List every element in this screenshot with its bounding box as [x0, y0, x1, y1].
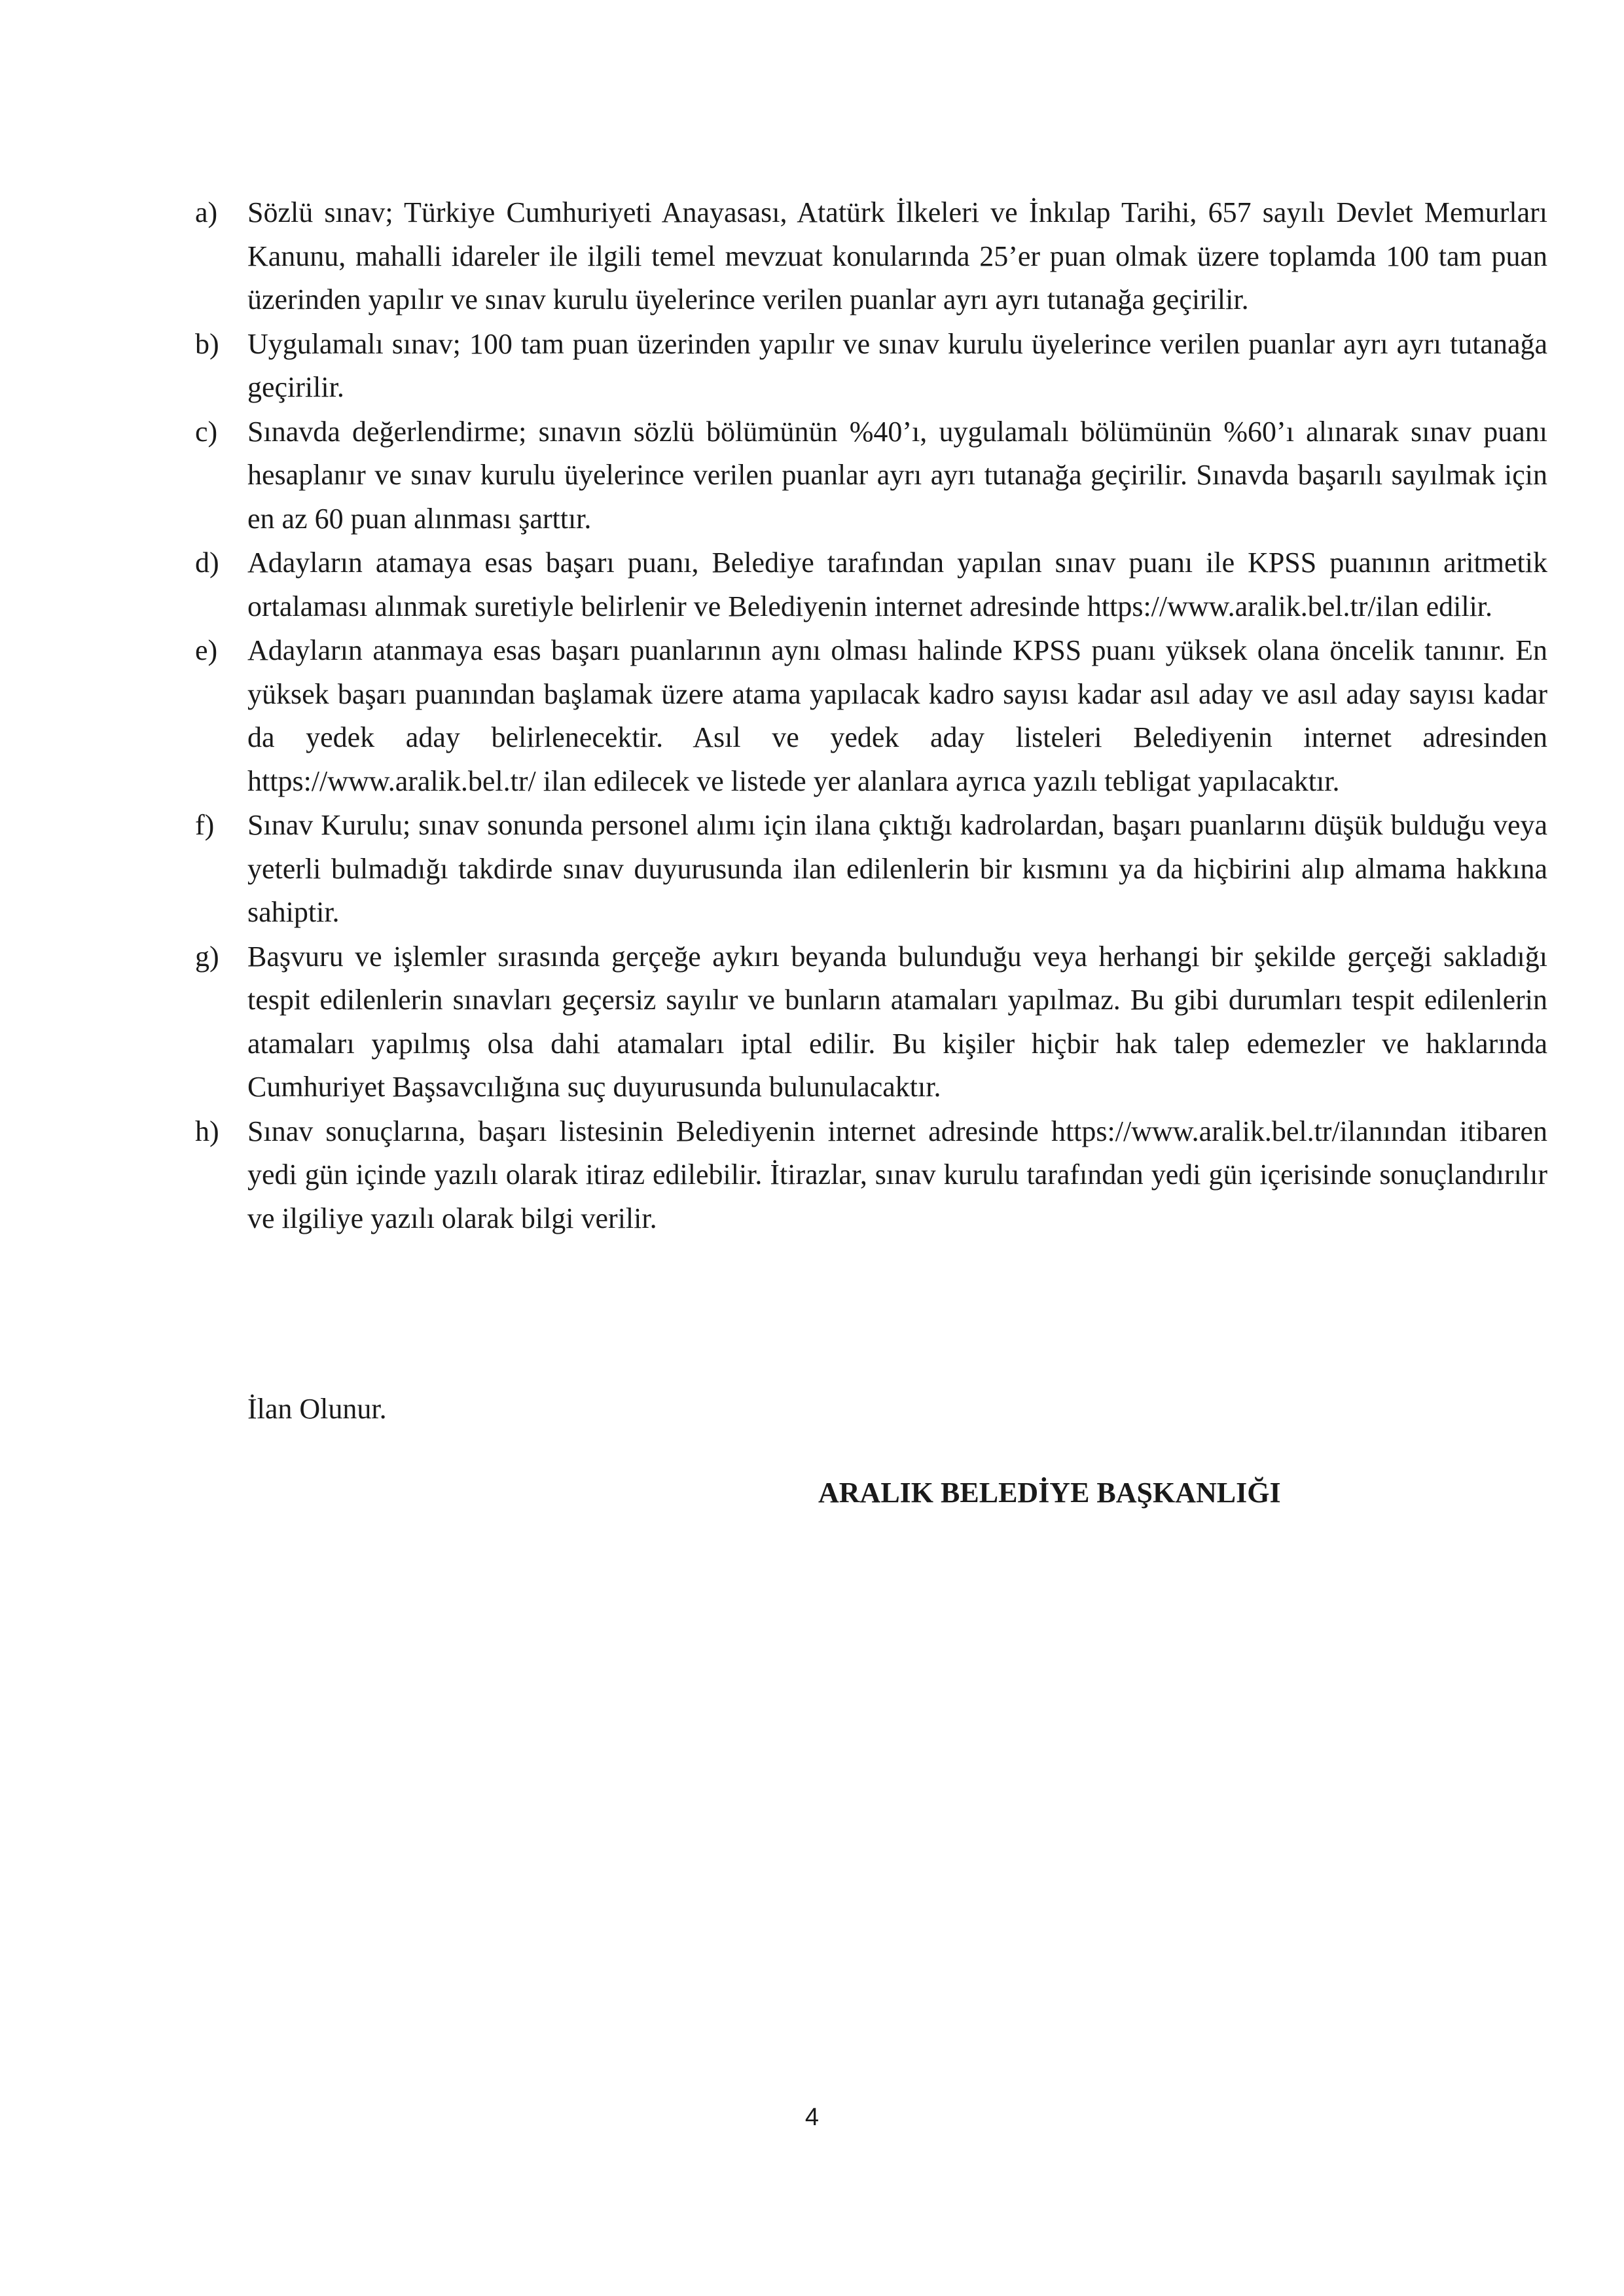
list-item-text: Başvuru ve işlemler sırasında gerçeğe aykırı beyanda bulunduğu veya herhangi bir şekilde gerçeği sakladığı tespit edilenlerin sınavları geçersiz sayılır ve bunların atamaları yapılmaz. Bu gibi durumları tespit edilenlerin atamaları yapılmış olsa dahi atamaları iptal edilir. Bu kişiler hiçbir hak talep edemezler ve haklarında Cumhuriyet Başsavcılığına suç duyurusunda bulunulacaktır.: [247, 940, 1547, 1103]
list-item-h: [195, 1110, 1547, 1241]
list-marker: h): [195, 1115, 219, 1147]
list-item-d: [195, 541, 1547, 628]
list-item-text: Sınav Kurulu; sınav sonunda personel alımı için ilana çıktığı kadrolardan, başarı puanlarını düşük bulduğu veya yeterli bulmadığı takdirde sınav duyurusunda ilan edilenlerin bir kısmını ya da hiçbirini alıp almama hakkına sahiptir.: [247, 809, 1547, 928]
list-marker: d): [195, 547, 219, 579]
signature-authority: ARALIK BELEDİYE BAŞKANLIĞI: [818, 1477, 1281, 1509]
conditions-list: [195, 191, 1547, 1241]
list-item-text: Adayların atanmaya esas başarı puanlarının aynı olması halinde KPSS puanı yüksek olana öncelik tanınır. En yüksek başarı puanından başlamak üzere atama yapılacak kadro sayısı kadar asıl aday ve asıl aday sayısı kadar da yedek aday belirlenecektir. Asıl ve yedek aday listeleri Belediyenin internet adresinden https://www.aralik.bel.tr/ ilan edilecek ve listede yer alanlara ayrıca yazılı tebligat yapılacaktır.: [247, 634, 1547, 797]
list-item-c: [195, 410, 1547, 541]
closing-statement: İlan Olunur.: [247, 1393, 387, 1425]
list-marker: b): [195, 327, 219, 360]
list-item-text: Sınavda değerlendirme; sınavın sözlü bölümünün %40’ı, uygulamalı bölümünün %60’ı alınarak sınav puanı hesaplanır ve sınav kurulu üyelerince verilen puanlar ayrı ayrı tutanağa geçirilir. Sınavda başarılı sayılmak için en az 60 puan alınması şarttır.: [247, 415, 1547, 535]
list-marker: a): [195, 196, 218, 228]
list-item-f: [195, 804, 1547, 935]
page-number: 4: [804, 2104, 820, 2131]
list-item-text: Adayların atamaya esas başarı puanı, Belediye tarafından yapılan sınav puanı ile KPSS puanının aritmetik ortalaması alınmak suretiyle belirlenir ve Belediyenin internet adresinde https://www.aralik.bel.tr/ilan edilir.: [247, 547, 1547, 622]
list-item-text: Uygulamalı sınav; 100 tam puan üzerinden yapılır ve sınav kurulu üyelerince verilen puanlar ayrı ayrı tutanağa geçirilir.: [247, 327, 1547, 403]
list-item-a: [195, 191, 1547, 322]
list-marker: f): [195, 809, 215, 841]
list-marker: g): [195, 940, 219, 973]
list-item-g: [195, 935, 1547, 1109]
list-marker: c): [195, 415, 218, 448]
list-marker: e): [195, 634, 218, 666]
list-item-text: Sözlü sınav; Türkiye Cumhuriyeti Anayasası, Atatürk İlkeleri ve İnkılap Tarihi, 657 sayılı Devlet Memurları Kanunu, mahalli idareler ile ilgili temel mevzuat konularında 25’er puan olmak üzere toplamda 100 tam puan üzerinden yapılır ve sınav kurulu üyelerince verilen puanlar ayrı ayrı tutanağa geçirilir.: [247, 196, 1547, 315]
list-item-text: Sınav sonuçlarına, başarı listesinin Belediyenin internet adresinde https://www.aralik.bel.tr/ilanından itibaren yedi gün içinde yazılı olarak itiraz edilebilir. İtirazlar, sınav kurulu tarafından yedi gün içerisinde sonuçlandırılır ve ilgiliye yazılı olarak bilgi verilir.: [247, 1115, 1547, 1234]
list-item-b: [195, 323, 1547, 410]
list-item-e: [195, 629, 1547, 803]
